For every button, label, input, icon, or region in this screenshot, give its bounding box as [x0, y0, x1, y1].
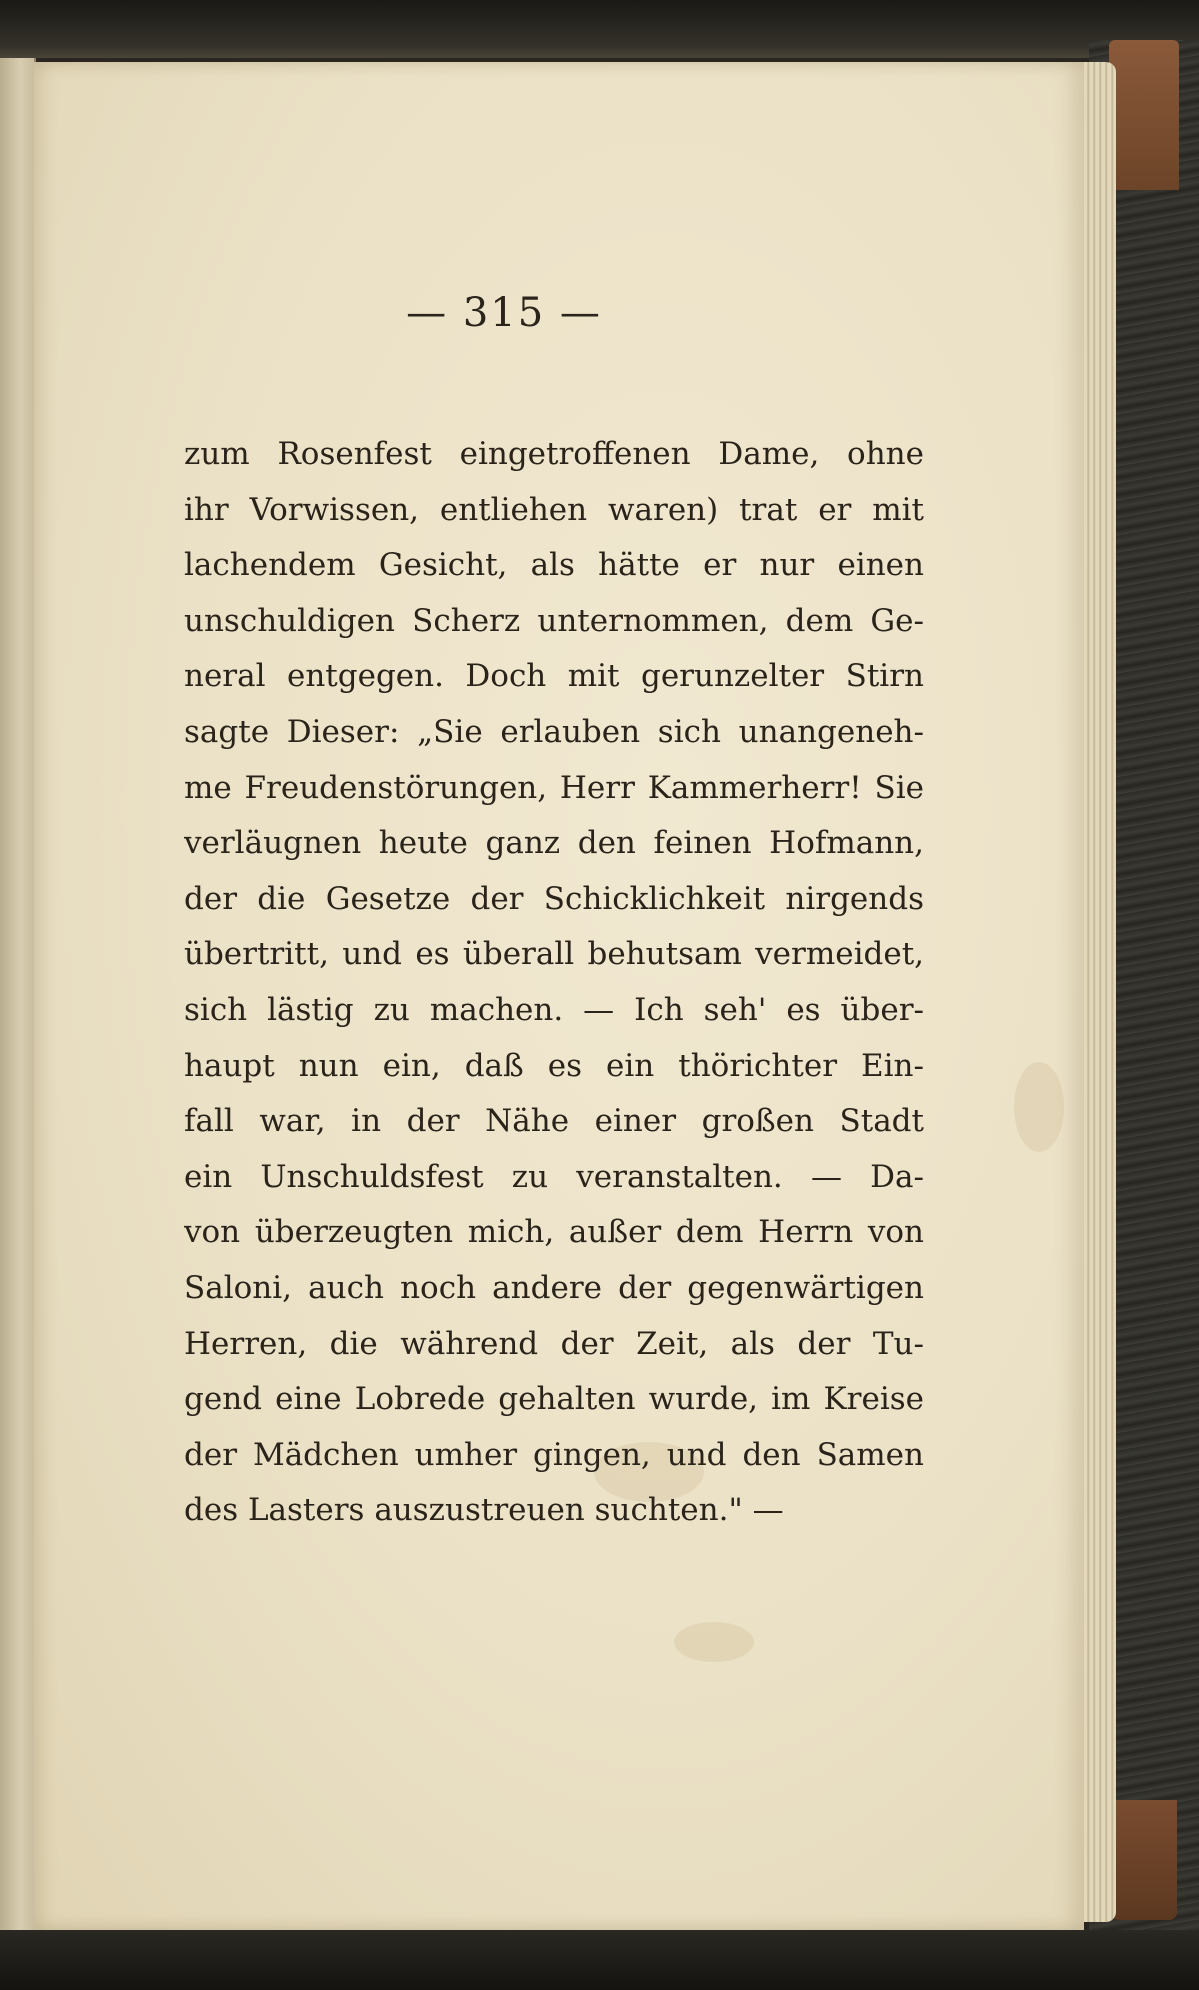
text-line: zum Rosenfest eingetroffenen Dame, ohne [184, 436, 924, 472]
binding-left-edge [0, 58, 36, 1938]
text-line: verläugnen heute ganz den feinen Hofmann, [184, 825, 924, 862]
text-line: ihr Vorwissen, entliehen waren) trat er mit [184, 491, 924, 528]
page-number: — 315 — [406, 290, 602, 336]
text-line: Herren, die während der Zeit, als der Tu- [184, 1325, 924, 1362]
cover-corner-leather-top [1109, 40, 1179, 190]
text-line: ein Unschuldsfest zu veranstalten. — Da- [184, 1158, 924, 1195]
scan-background-bottom [0, 1930, 1199, 1990]
text-line: neral entgegen. Doch mit gerunzelter Stirn [184, 658, 924, 695]
text-line: haupt nun ein, daß es ein thörichter Ein- [184, 1047, 924, 1084]
text-line: von überzeugten mich, außer dem Herrn von [184, 1214, 924, 1251]
body-text [184, 427, 924, 1539]
paper-stain [1014, 1062, 1064, 1152]
text-line: Saloni, auch noch andere der gegenwärtigen [184, 1269, 924, 1306]
text-line: sagte Dieser: „Sie erlauben sich unangeneh- [184, 713, 924, 750]
scan-background-top [0, 0, 1199, 58]
cover-corner-leather-bottom [1111, 1800, 1177, 1920]
text-line: der Mädchen umher gingen, und den Samen [184, 1436, 924, 1473]
text-line: unschuldigen Scherz unternommen, dem Ge- [184, 602, 924, 639]
paper-stain [674, 1622, 754, 1662]
text-line: lachendem Gesicht, als hätte er nur einen [184, 547, 924, 584]
book-page [34, 62, 1084, 1930]
text-line: fall war, in der Nähe einer großen Stadt [184, 1103, 924, 1140]
text-line: der die Gesetze der Schicklichkeit nirgends [184, 880, 924, 917]
text-line: sich lästig zu machen. — Ich seh' es über- [184, 991, 924, 1028]
text-line: gend eine Lobrede gehalten wurde, im Kreise [184, 1381, 924, 1418]
text-line: me Freudenstörungen, Herr Kammerherr! Sie [184, 769, 924, 806]
text-line: des Lasters auszustreuen suchten." — [184, 1492, 784, 1529]
text-line: übertritt, und es überall behutsam vermeidet, [184, 936, 924, 973]
